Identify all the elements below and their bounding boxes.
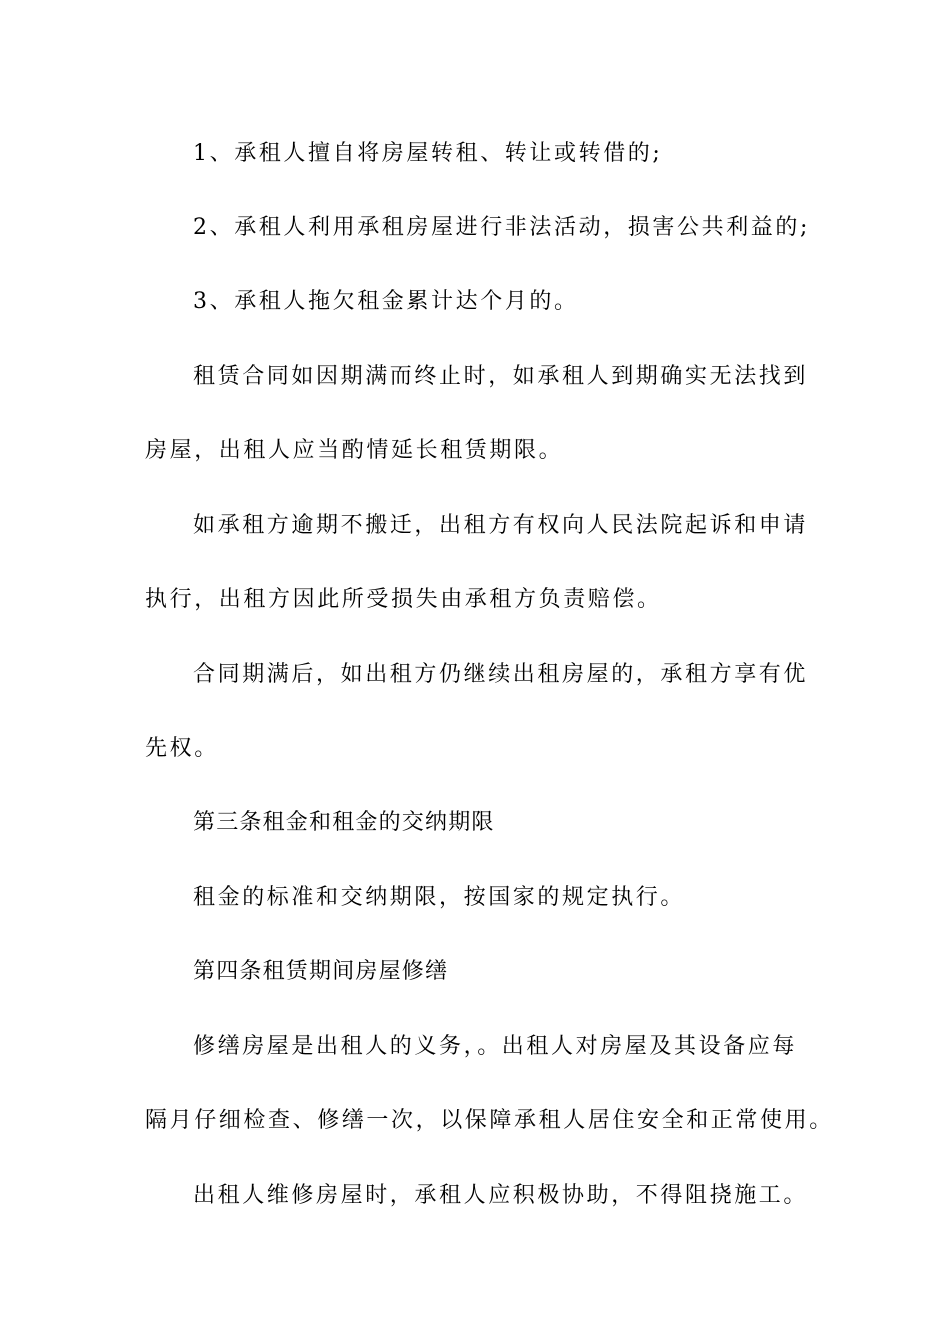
paragraph-line: 出租人维修房屋时，承租人应积极协助，不得阻挠施工。 (193, 1183, 809, 1208)
clause-item-2: 2、承租人利用承租房屋进行非法活动，损害公共利益的; (193, 215, 811, 240)
paragraph-line: 修缮房屋是出租人的义务，。出租人对房屋及其设备应每 (193, 1034, 798, 1059)
section-heading-article-3: 第三条租金和租金的交纳期限 (193, 810, 495, 835)
paragraph-line: 租金的标准和交纳期限，按国家的规定执行。 (193, 885, 686, 910)
clause-item-3: 3、承租人拖欠租金累计达个月的。 (193, 289, 579, 314)
paragraph-line: 隔月仔细检查、修缮一次，以保障承租人居住安全和正常使用。 (145, 1108, 834, 1133)
clause-item-1: 1、承租人擅自将房屋转租、转让或转借的; (193, 141, 663, 166)
paragraph-line: 租赁合同如因期满而终止时，如承租人到期确实无法找到 (193, 364, 809, 389)
paragraph-line: 房屋，出租人应当酌情延长租赁期限。 (145, 438, 564, 463)
paragraph-line: 合同期满后，如出租方仍继续出租房屋的，承租方享有优 (193, 662, 809, 687)
paragraph-line: 执行，出租方因此所受损失由承租方负责赔偿。 (145, 587, 662, 612)
section-heading-article-4: 第四条租赁期间房屋修缮 (193, 959, 449, 984)
paragraph-line: 先权。 (145, 736, 219, 761)
paragraph-line: 如承租方逾期不搬迁，出租方有权向人民法院起诉和申请 (193, 513, 809, 538)
